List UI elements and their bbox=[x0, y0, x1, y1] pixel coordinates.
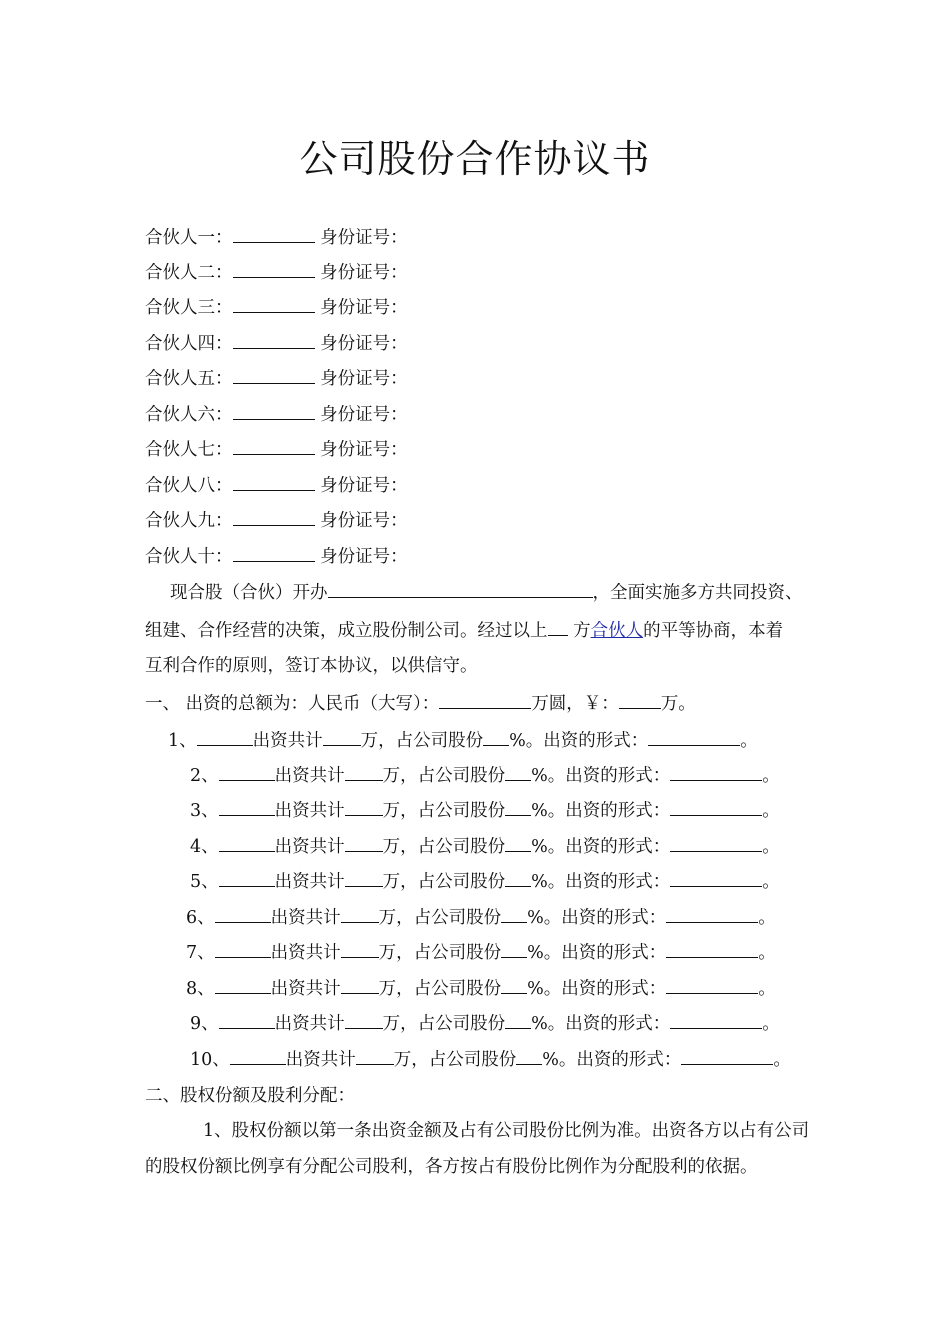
contribution-text-a: 出资共计 bbox=[274, 801, 345, 821]
partner-row bbox=[145, 543, 408, 569]
intro-text-1: 现合股（合伙）开办 bbox=[170, 583, 328, 603]
contributor-blank bbox=[219, 868, 275, 887]
contribution-form-blank bbox=[670, 762, 762, 781]
contribution-text-c: %。出资的形式： bbox=[527, 943, 667, 963]
total-words-blank bbox=[439, 690, 531, 709]
share-percent-blank bbox=[505, 762, 531, 781]
partner-name-blank bbox=[233, 401, 315, 420]
amount-blank bbox=[345, 762, 383, 781]
amount-blank bbox=[341, 939, 379, 958]
contribution-text-b: 万，占公司股份 bbox=[378, 908, 502, 928]
contribution-text-d: 。 bbox=[762, 1014, 780, 1034]
contribution-row bbox=[186, 904, 776, 930]
share-percent-blank bbox=[501, 975, 527, 994]
contribution-row bbox=[186, 939, 776, 965]
partner-label: 合伙人五： bbox=[145, 369, 233, 389]
amount-blank bbox=[345, 868, 383, 887]
amount-blank bbox=[323, 727, 361, 746]
contribution-form-blank bbox=[681, 1046, 773, 1065]
contributor-blank bbox=[219, 1010, 275, 1029]
party-count-blank bbox=[548, 617, 568, 636]
contribution-form-blank bbox=[670, 833, 762, 852]
contribution-text-d: 。 bbox=[762, 766, 780, 786]
contribution-text-b: 万，占公司股份 bbox=[382, 766, 506, 786]
contribution-form-blank bbox=[666, 939, 758, 958]
contribution-text-c: %。出资的形式： bbox=[542, 1050, 682, 1070]
partner-name-blank bbox=[233, 259, 315, 278]
partner-row bbox=[145, 259, 408, 285]
amount-blank bbox=[341, 904, 379, 923]
id-label: 身份证号： bbox=[320, 228, 408, 248]
section2-heading: 二、股权份额及股利分配： bbox=[145, 1086, 355, 1106]
contribution-text-c: %。出资的形式： bbox=[531, 1014, 671, 1034]
id-label: 身份证号： bbox=[320, 263, 408, 283]
intro-line-2 bbox=[145, 617, 783, 643]
contribution-number: 2、 bbox=[190, 766, 219, 786]
contribution-text-a: 出资共计 bbox=[252, 731, 323, 751]
partner-label: 合伙人一： bbox=[145, 228, 233, 248]
partner-row bbox=[145, 365, 408, 391]
contribution-row bbox=[186, 975, 776, 1001]
partner-name-blank bbox=[233, 330, 315, 349]
contribution-number: 5、 bbox=[190, 872, 219, 892]
share-percent-blank bbox=[483, 727, 509, 746]
partner-label: 合伙人七： bbox=[145, 440, 233, 460]
partner-row bbox=[145, 224, 408, 250]
contribution-text-a: 出资共计 bbox=[285, 1050, 356, 1070]
contributor-blank bbox=[219, 833, 275, 852]
intro-line-1 bbox=[170, 579, 803, 605]
share-percent-blank bbox=[501, 939, 527, 958]
contribution-text-d: 。 bbox=[758, 943, 776, 963]
partner-label: 合伙人十： bbox=[145, 547, 233, 567]
contribution-text-a: 出资共计 bbox=[270, 943, 341, 963]
contribution-text-b: 万，占公司股份 bbox=[360, 731, 484, 751]
total-number-blank bbox=[619, 690, 661, 709]
share-percent-blank bbox=[516, 1046, 542, 1065]
partner-label: 合伙人八： bbox=[145, 476, 233, 496]
contributor-blank bbox=[230, 1046, 286, 1065]
partner-link[interactable]: 合伙人 bbox=[590, 621, 644, 641]
contribution-text-c: %。出资的形式： bbox=[527, 908, 667, 928]
contribution-form-blank bbox=[670, 797, 762, 816]
intro-text-6: 互利合作的原则，签订本协议，以供信守。 bbox=[145, 656, 478, 676]
contribution-row bbox=[190, 1046, 791, 1072]
contribution-text-d: 。 bbox=[758, 979, 776, 999]
contribution-row bbox=[168, 727, 758, 753]
contribution-number: 1、 bbox=[168, 731, 197, 751]
contribution-row bbox=[190, 1010, 780, 1036]
contribution-form-blank bbox=[670, 1010, 762, 1029]
share-percent-blank bbox=[505, 868, 531, 887]
contribution-number: 7、 bbox=[186, 943, 215, 963]
contribution-text-c: %。出资的形式： bbox=[527, 979, 667, 999]
partner-row bbox=[145, 436, 408, 462]
contribution-row bbox=[190, 797, 780, 823]
contribution-text-a: 出资共计 bbox=[274, 837, 345, 857]
contribution-text-d: 。 bbox=[762, 801, 780, 821]
partner-name-blank bbox=[233, 543, 315, 562]
partner-label: 合伙人四： bbox=[145, 334, 233, 354]
contribution-text-a: 出资共计 bbox=[270, 908, 341, 928]
contribution-text-c: %。出资的形式： bbox=[531, 801, 671, 821]
partner-name-blank bbox=[233, 507, 315, 526]
amount-blank bbox=[345, 797, 383, 816]
partner-row bbox=[145, 330, 408, 356]
contribution-number: 10、 bbox=[190, 1050, 230, 1070]
contribution-text-b: 万，占公司股份 bbox=[378, 943, 502, 963]
intro-text-2: ，全面实施多方共同投资、 bbox=[592, 583, 803, 603]
intro-text-3: 组建、合作经营的决策，成立股份制公司。经过以上 bbox=[145, 621, 548, 641]
section1-mid: 万圆，￥： bbox=[531, 694, 619, 714]
contribution-text-c: %。出资的形式： bbox=[509, 731, 649, 751]
share-percent-blank bbox=[505, 797, 531, 816]
partner-name-blank bbox=[233, 365, 315, 384]
intro-line-3 bbox=[145, 653, 478, 679]
contribution-text-b: 万，占公司股份 bbox=[382, 837, 506, 857]
contribution-text-c: %。出资的形式： bbox=[531, 766, 671, 786]
contribution-form-blank bbox=[666, 975, 758, 994]
contribution-text-d: 。 bbox=[762, 837, 780, 857]
contribution-text-b: 万，占公司股份 bbox=[382, 801, 506, 821]
partner-name-blank bbox=[233, 472, 315, 491]
contributor-blank bbox=[219, 762, 275, 781]
contribution-number: 9、 bbox=[190, 1014, 219, 1034]
contribution-row bbox=[190, 762, 780, 788]
share-percent-blank bbox=[501, 904, 527, 923]
contributor-blank bbox=[219, 797, 275, 816]
contribution-text-d: 。 bbox=[740, 731, 758, 751]
share-percent-blank bbox=[505, 1010, 531, 1029]
amount-blank bbox=[345, 833, 383, 852]
contribution-text-b: 万，占公司股份 bbox=[382, 1014, 506, 1034]
document-title: 公司股份合作协议书 bbox=[299, 137, 651, 181]
id-label: 身份证号： bbox=[320, 334, 408, 354]
partner-label: 合伙人三： bbox=[145, 298, 233, 318]
contribution-text-c: %。出资的形式： bbox=[531, 837, 671, 857]
id-label: 身份证号： bbox=[320, 440, 408, 460]
intro-text-4: 方 bbox=[567, 621, 591, 641]
contributor-blank bbox=[197, 727, 253, 746]
contribution-text-a: 出资共计 bbox=[270, 979, 341, 999]
id-label: 身份证号： bbox=[320, 547, 408, 567]
contribution-text-d: 。 bbox=[758, 908, 776, 928]
section1-total bbox=[145, 690, 696, 716]
partner-name-blank bbox=[233, 436, 315, 455]
contribution-number: 3、 bbox=[190, 801, 219, 821]
contributor-blank bbox=[215, 939, 271, 958]
contribution-text-a: 出资共计 bbox=[274, 872, 345, 892]
contribution-row bbox=[190, 833, 780, 859]
contribution-text-b: 万，占公司股份 bbox=[378, 979, 502, 999]
contribution-form-blank bbox=[666, 904, 758, 923]
contribution-number: 8、 bbox=[186, 979, 215, 999]
contributor-blank bbox=[215, 904, 271, 923]
partner-row bbox=[145, 401, 408, 427]
contribution-text-d: 。 bbox=[773, 1050, 791, 1070]
id-label: 身份证号： bbox=[320, 369, 408, 389]
contribution-number: 4、 bbox=[190, 837, 219, 857]
contributor-blank bbox=[215, 975, 271, 994]
contribution-text-c: %。出资的形式： bbox=[531, 872, 671, 892]
partner-label: 合伙人九： bbox=[145, 511, 233, 531]
partner-label: 合伙人六： bbox=[145, 405, 233, 425]
contribution-form-blank bbox=[648, 727, 740, 746]
id-label: 身份证号： bbox=[320, 476, 408, 496]
contribution-form-blank bbox=[670, 868, 762, 887]
partner-name-blank bbox=[233, 294, 315, 313]
partner-row bbox=[145, 472, 408, 498]
share-percent-blank bbox=[505, 833, 531, 852]
section1-suffix: 万。 bbox=[660, 694, 696, 714]
partner-name-blank bbox=[233, 224, 315, 243]
section2-item1: 1、股权份额以第一条出资金额及占有公司股份比例为准。出资各方以占有公司的股权份额比例享有分配公司股利，各方按占有股份比例作为分配股利的依据。 bbox=[145, 1121, 810, 1177]
contribution-text-b: 万，占公司股份 bbox=[393, 1050, 517, 1070]
id-label: 身份证号： bbox=[320, 405, 408, 425]
partner-label: 合伙人二： bbox=[145, 263, 233, 283]
company-name-blank bbox=[328, 579, 593, 598]
contribution-text-a: 出资共计 bbox=[274, 766, 345, 786]
section1-prefix: 一、 出资的总额为：人民币（大写）： bbox=[145, 694, 440, 714]
contribution-text-b: 万，占公司股份 bbox=[382, 872, 506, 892]
id-label: 身份证号： bbox=[320, 298, 408, 318]
intro-text-5: 的平等协商，本着 bbox=[643, 621, 784, 641]
partner-row bbox=[145, 294, 408, 320]
contribution-text-a: 出资共计 bbox=[274, 1014, 345, 1034]
id-label: 身份证号： bbox=[320, 511, 408, 531]
amount-blank bbox=[356, 1046, 394, 1065]
amount-blank bbox=[341, 975, 379, 994]
contribution-text-d: 。 bbox=[762, 872, 780, 892]
contribution-number: 6、 bbox=[186, 908, 215, 928]
contribution-row bbox=[190, 868, 780, 894]
partner-row bbox=[145, 507, 408, 533]
amount-blank bbox=[345, 1010, 383, 1029]
